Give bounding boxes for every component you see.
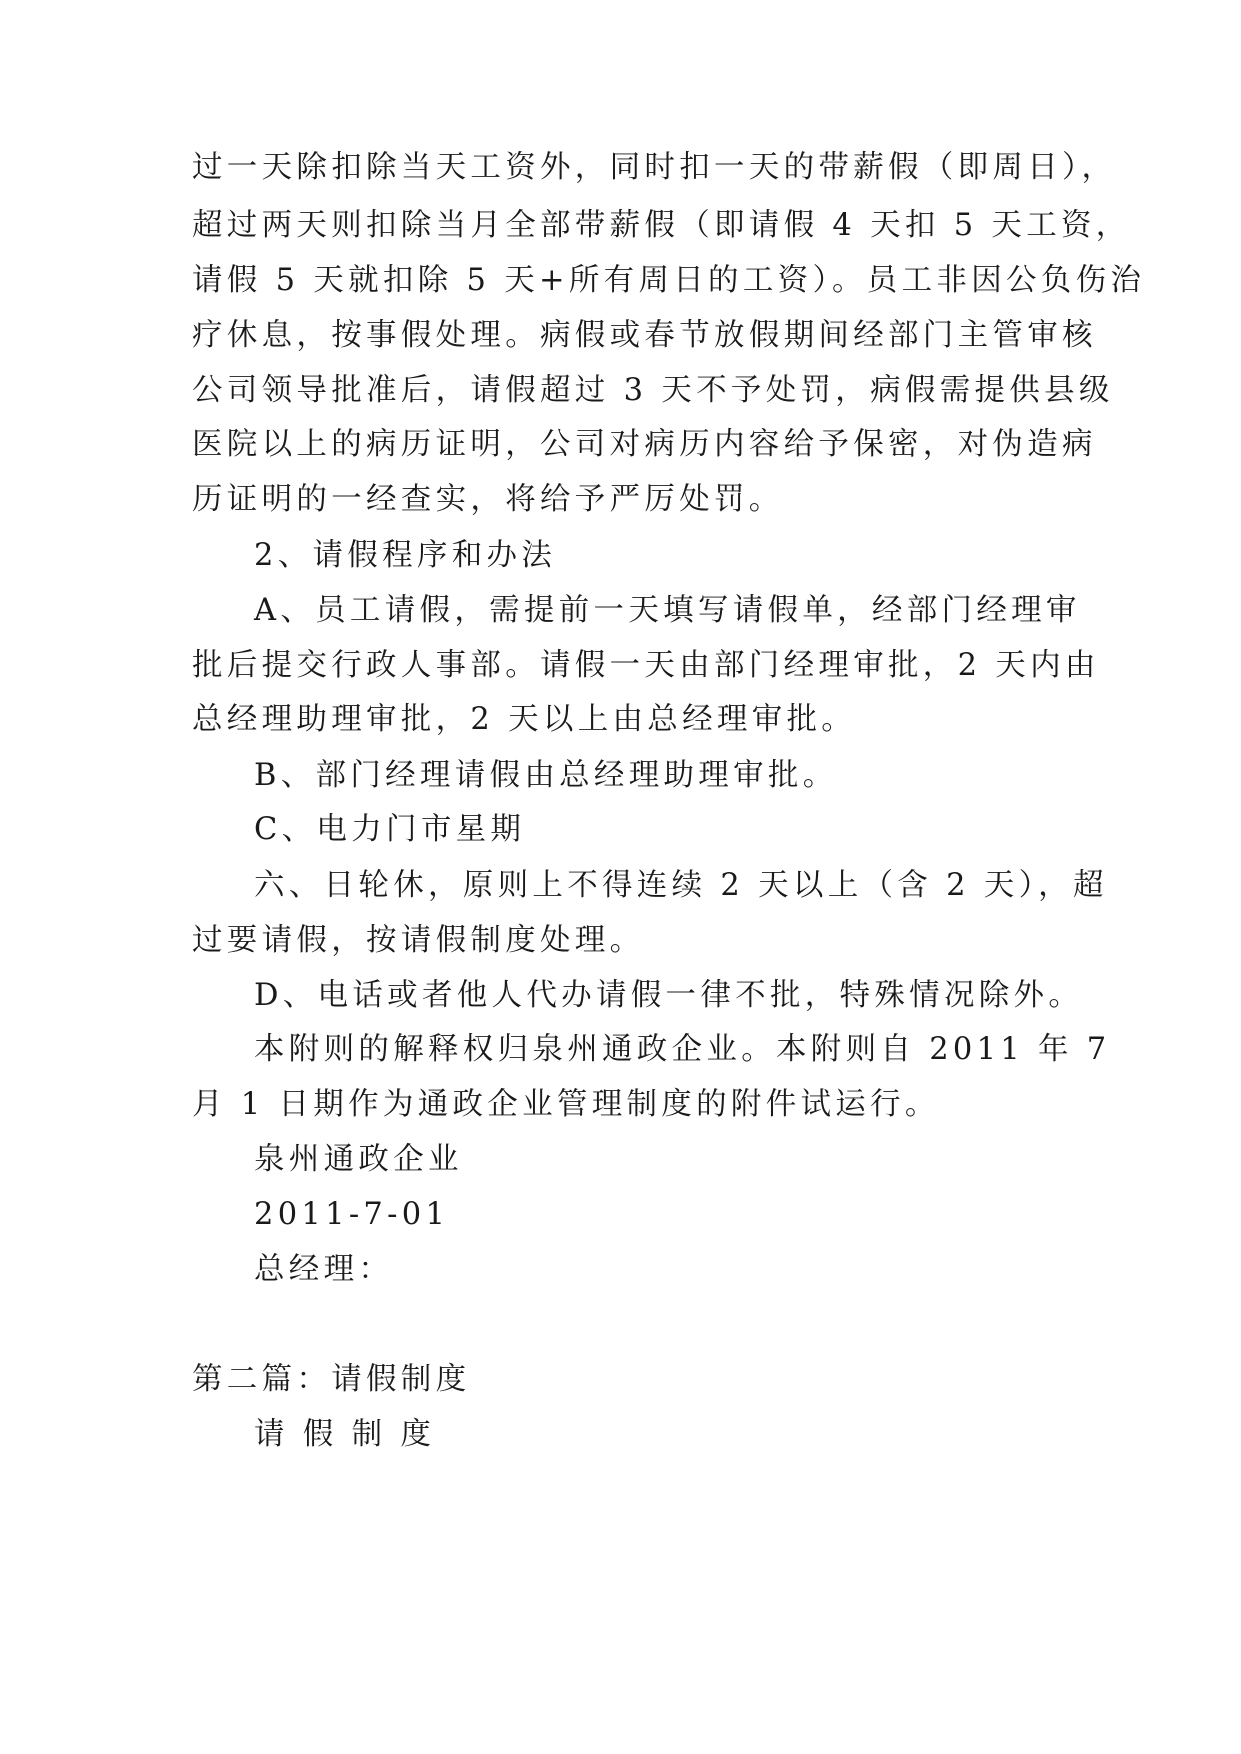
item-a-line: 总经理助理审批，2 天以上由总经理审批。: [192, 702, 857, 737]
part-title: 第二篇：请假制度: [192, 1362, 471, 1397]
body-line: 公司领导批准后，请假超过 3 天不予处罚，病假需提供县级: [192, 373, 1114, 408]
item-a-line: 批后提交行政人事部。请假一天由部门经理审批，2 天内由: [192, 648, 1100, 683]
closing-line: 本附则的解释权归泉州通政企业。本附则自 2011 年 7: [254, 1032, 1111, 1067]
part-subtitle: 请 假 制 度: [254, 1417, 436, 1452]
body-line: 请假 5 天就扣除 5 天+所有周日的工资）。员工非因公负伤治: [192, 263, 1146, 298]
closing-line: 月 1 日期作为通政企业管理制度的附件试运行。: [192, 1087, 940, 1122]
body-line: 超过两天则扣除当月全部带薪假（即请假 4 天扣 5 天工资，: [192, 208, 1131, 243]
item-b: B、部门经理请假由总经理助理审批。: [254, 758, 838, 793]
item-a-line: A、员工请假，需提前一天填写请假单，经部门经理审: [254, 593, 1081, 628]
signature-label: 总经理：: [254, 1252, 394, 1287]
body-line: 疗休息，按事假处理。病假或春节放假期间经部门主管审核: [192, 318, 1097, 353]
item-d: D、电话或者他人代办请假一律不批，特殊情况除外。: [254, 978, 1084, 1013]
document-date: 2011-7-01: [254, 1197, 450, 1232]
item-6-line: 六、日轮休，原则上不得连续 2 天以上（含 2 天），超: [254, 868, 1108, 903]
body-line: 过一天除扣除当天工资外，同时扣一天的带薪假（即周日），: [192, 150, 1117, 185]
body-line: 历证明的一经查实，将给予严厉处罚。: [192, 482, 784, 517]
section-heading: 2、请假程序和办法: [254, 538, 557, 573]
item-c: C、电力门市星期: [254, 812, 526, 847]
company-name: 泉州通政企业: [254, 1142, 463, 1177]
item-6-line: 过要请假，按请假制度处理。: [192, 923, 645, 958]
body-line: 医院以上的病历证明，公司对病历内容给予保密，对伪造病: [192, 427, 1097, 462]
